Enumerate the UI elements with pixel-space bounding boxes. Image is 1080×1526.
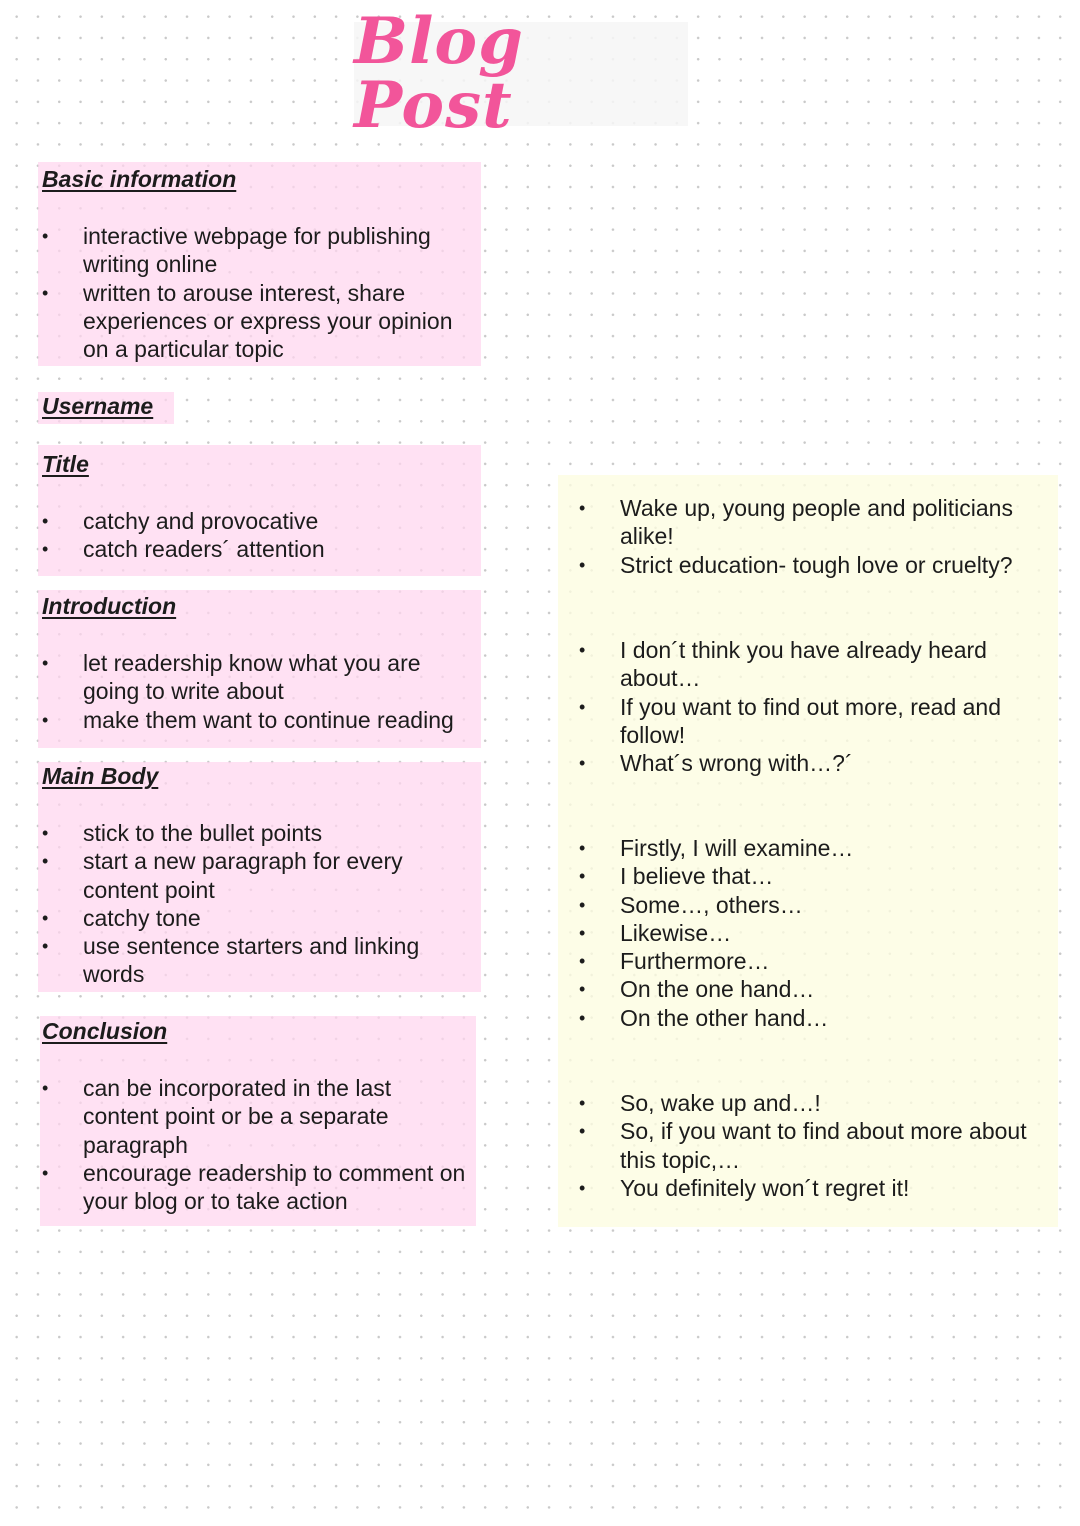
list-item: • I believe that… — [579, 862, 1055, 890]
introduction-list — [42, 649, 480, 734]
list-item: • start a new paragraph for every content point — [42, 847, 428, 904]
list-item: • use sentence starters and linking words — [42, 932, 453, 989]
list-item: • I don´t think you have already heard about… — [579, 636, 1050, 693]
list-item: • Strict education- tough love or cruelty? — [579, 551, 1055, 579]
title-list — [42, 507, 480, 564]
basic-info-list — [42, 222, 480, 363]
list-item: • So, if you want to find about more about this topic,… — [579, 1117, 1055, 1174]
list-item: • So, wake up and…! — [579, 1089, 1055, 1117]
list-item: • written to arouse interest, share experiences or express your opinion on a particular topic — [42, 279, 480, 364]
list-item: • Furthermore… — [579, 947, 1055, 975]
section-heading-main-body: Main Body — [42, 763, 159, 789]
list-item: • can be incorporated in the last content point or be a separate paragraph — [42, 1074, 423, 1159]
list-item: • On the one hand… — [579, 975, 1055, 1003]
page-title: Blog Post — [354, 4, 524, 143]
list-item: • On the other hand… — [579, 1004, 1055, 1032]
list-item: • Firstly, I will examine… — [579, 834, 1055, 862]
main-body-list — [42, 819, 480, 989]
list-item: • Wake up, young people and politicians alike! — [579, 494, 1055, 551]
list-item: • If you want to find out more, read and follow! — [579, 693, 1070, 750]
list-item: • stick to the bullet points — [42, 819, 480, 847]
list-item: • Some…, others… — [579, 891, 1055, 919]
title-phrases-list — [579, 494, 1055, 579]
list-item: • What´s wrong with…?´ — [579, 749, 1055, 777]
list-item: • let readership know what you are going to write about — [42, 649, 480, 706]
title-box — [354, 4, 688, 143]
list-item: • make them want to continue reading — [42, 706, 480, 734]
section-heading-introduction: Introduction — [42, 593, 177, 619]
body-phrases-list — [579, 834, 1055, 1032]
conclusion-phrases-list — [579, 1089, 1055, 1202]
section-heading-conclusion: Conclusion — [42, 1018, 168, 1044]
list-item: • catchy tone — [42, 904, 480, 932]
section-heading-basic-info: Basic information — [42, 166, 237, 192]
list-item: • You definitely won´t regret it! — [579, 1174, 1055, 1202]
list-item: • catch readers´ attention — [42, 535, 480, 563]
list-item: • Likewise… — [579, 919, 1055, 947]
list-item: • interactive webpage for publishing writing online — [42, 222, 480, 279]
list-item: • encourage readership to comment on your blog or to take action — [42, 1159, 480, 1216]
list-item: • catchy and provocative — [42, 507, 480, 535]
conclusion-list — [42, 1074, 480, 1215]
section-heading-title: Title — [42, 451, 89, 477]
section-heading-username: Username — [42, 393, 154, 419]
intro-phrases-list — [579, 636, 1055, 777]
